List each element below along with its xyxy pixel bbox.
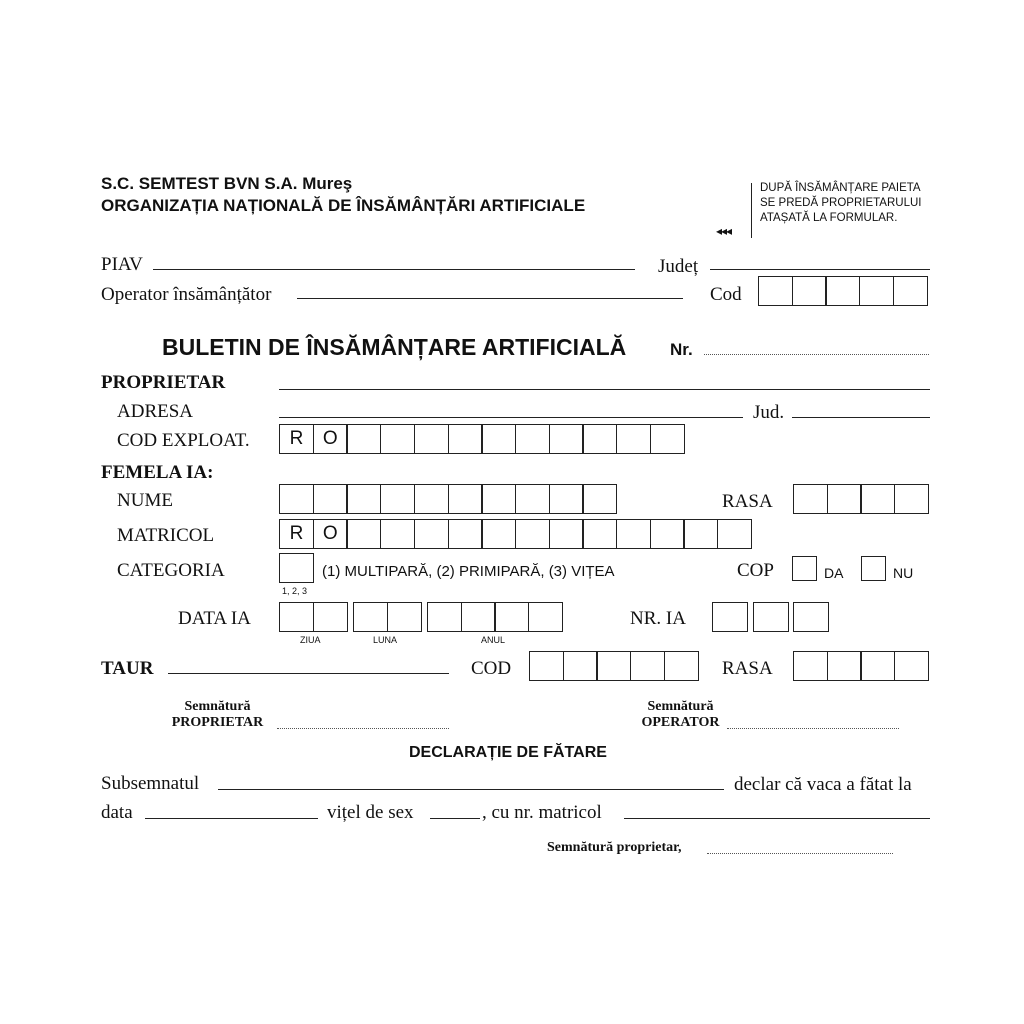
matricol-box[interactable] bbox=[481, 519, 516, 549]
owner-section-label: PROPRIETAR bbox=[101, 372, 226, 393]
code-box[interactable] bbox=[414, 424, 449, 454]
bull-rasa-label: RASA bbox=[722, 658, 773, 679]
nr-ia-box[interactable] bbox=[793, 602, 829, 632]
code-box[interactable] bbox=[859, 276, 894, 306]
rasa-box[interactable] bbox=[793, 651, 828, 681]
categoria-box[interactable] bbox=[279, 553, 314, 583]
code-box[interactable] bbox=[664, 651, 699, 681]
matricol-box[interactable] bbox=[414, 519, 449, 549]
luna-label: LUNA bbox=[373, 635, 398, 645]
rasa-box[interactable] bbox=[827, 651, 862, 681]
name-box[interactable] bbox=[380, 484, 415, 514]
matricol-box[interactable] bbox=[717, 519, 752, 549]
judet-field[interactable] bbox=[710, 269, 930, 270]
jud-label: Jud. bbox=[753, 402, 785, 423]
form-number-label: Nr. bbox=[670, 340, 693, 359]
rasa-box[interactable] bbox=[827, 484, 862, 514]
organization-name: ORGANIZAȚIA NAȚIONALĂ DE ÎNSĂMÂNȚĂRI ARTIFICIALE bbox=[101, 196, 586, 215]
name-box[interactable] bbox=[313, 484, 348, 514]
categoria-hint: 1, 2, 3 bbox=[282, 586, 308, 596]
matricol-box[interactable]: R bbox=[279, 519, 314, 549]
owner-signature-line2: PROPRIETAR bbox=[171, 715, 264, 730]
note-line-1: DUPĂ ÎNSĂMÂNȚARE PAIETA bbox=[760, 182, 921, 194]
categoria-box-row[interactable] bbox=[279, 553, 314, 583]
date-box[interactable] bbox=[279, 602, 314, 632]
bull-cod-boxes[interactable] bbox=[529, 651, 699, 681]
operator-signature-field[interactable] bbox=[727, 728, 899, 729]
operator-label: Operator însămânțător bbox=[101, 284, 272, 305]
operator-signature-line1: Semnătură bbox=[647, 699, 714, 714]
calving-date-field[interactable] bbox=[145, 818, 318, 819]
jud-field[interactable] bbox=[792, 417, 930, 418]
matricol-boxes[interactable] bbox=[279, 519, 752, 549]
nume-label: NUME bbox=[117, 490, 173, 511]
code-box[interactable]: R bbox=[279, 424, 314, 454]
matricol-box[interactable] bbox=[582, 519, 617, 549]
owner-signature-label bbox=[160, 699, 275, 731]
matricol-box[interactable] bbox=[683, 519, 718, 549]
female-section-label: FEMELA IA: bbox=[101, 462, 214, 483]
name-box[interactable] bbox=[346, 484, 381, 514]
nume-boxes[interactable] bbox=[279, 484, 617, 514]
owner-final-signature-field[interactable] bbox=[707, 853, 893, 854]
matricol-box[interactable] bbox=[549, 519, 584, 549]
name-box[interactable] bbox=[515, 484, 550, 514]
cop-nu-label: NU bbox=[893, 565, 914, 581]
categoria-options: (1) MULTIPARĂ, (2) PRIMIPARĂ, (3) VIȚEA bbox=[322, 563, 615, 580]
code-box[interactable] bbox=[596, 651, 631, 681]
date-box[interactable] bbox=[313, 602, 348, 632]
code-box[interactable] bbox=[549, 424, 584, 454]
nr-ia-box[interactable] bbox=[753, 602, 789, 632]
code-box[interactable] bbox=[792, 276, 827, 306]
form-number-field[interactable] bbox=[704, 354, 929, 355]
cop-da-label: DA bbox=[824, 565, 844, 581]
calving-data-label: data bbox=[101, 802, 133, 823]
operator-cod-boxes[interactable] bbox=[758, 276, 928, 306]
code-box[interactable] bbox=[650, 424, 685, 454]
data-ia-label: DATA IA bbox=[178, 608, 251, 629]
matricol-box[interactable] bbox=[380, 519, 415, 549]
operator-field[interactable] bbox=[297, 298, 683, 299]
code-box[interactable] bbox=[630, 651, 665, 681]
rasa-box[interactable] bbox=[894, 484, 929, 514]
date-box[interactable] bbox=[528, 602, 563, 632]
code-box[interactable] bbox=[758, 276, 793, 306]
female-rasa-label: RASA bbox=[722, 491, 773, 512]
rasa-box[interactable] bbox=[860, 651, 895, 681]
code-box[interactable] bbox=[825, 276, 860, 306]
vitel-sex-field[interactable] bbox=[430, 818, 480, 819]
company-name: S.C. SEMTEST BVN S.A. Mureş bbox=[101, 174, 353, 193]
cod-exploat-label: COD EXPLOAT. bbox=[117, 430, 250, 451]
name-box[interactable] bbox=[481, 484, 516, 514]
ziua-label: ZIUA bbox=[300, 635, 321, 645]
female-rasa-boxes[interactable] bbox=[793, 484, 929, 514]
matricol-box[interactable] bbox=[346, 519, 381, 549]
judet-label: Județ bbox=[658, 256, 699, 277]
categoria-label: CATEGORIA bbox=[117, 560, 225, 581]
matricol-box[interactable] bbox=[448, 519, 483, 549]
nr-ia-box[interactable] bbox=[712, 602, 748, 632]
name-box[interactable] bbox=[549, 484, 584, 514]
matricol-box[interactable] bbox=[616, 519, 651, 549]
checkbox-box[interactable] bbox=[861, 556, 886, 581]
cop-da-checkbox[interactable] bbox=[792, 556, 817, 581]
rasa-box[interactable] bbox=[793, 484, 828, 514]
date-box[interactable] bbox=[461, 602, 496, 632]
operator-signature-label bbox=[623, 699, 738, 731]
code-box[interactable] bbox=[380, 424, 415, 454]
vitel-label: vițel de sex bbox=[327, 802, 414, 823]
calving-matricol-field[interactable] bbox=[624, 818, 930, 819]
form-title: BULETIN DE ÎNSĂMÂNȚARE ARTIFICIALĂ bbox=[162, 334, 627, 360]
owner-name-field[interactable] bbox=[279, 389, 930, 390]
name-box[interactable] bbox=[414, 484, 449, 514]
owner-final-signature-label: Semnătură proprietar, bbox=[547, 840, 682, 855]
code-box[interactable] bbox=[346, 424, 381, 454]
piav-field[interactable] bbox=[153, 269, 635, 270]
code-box[interactable] bbox=[563, 651, 598, 681]
code-box[interactable] bbox=[481, 424, 516, 454]
nr-ia-label: NR. IA bbox=[630, 608, 686, 629]
taur-field[interactable] bbox=[168, 673, 449, 674]
bull-cod-label: COD bbox=[471, 658, 512, 679]
operator-cod-label: Cod bbox=[710, 284, 742, 305]
nr-ia-boxes[interactable] bbox=[712, 602, 829, 632]
date-box[interactable] bbox=[387, 602, 422, 632]
calving-title: DECLARAȚIE DE FĂTARE bbox=[409, 744, 607, 761]
matricol-box[interactable] bbox=[650, 519, 685, 549]
date-box[interactable] bbox=[427, 602, 462, 632]
luna-boxes[interactable] bbox=[353, 602, 422, 632]
piav-label: PIAV bbox=[101, 254, 143, 275]
owner-signature-line1: Semnătură bbox=[184, 699, 251, 714]
address-field[interactable] bbox=[279, 417, 743, 418]
note-line-2: SE PREDĂ PROPRIETARULUI bbox=[760, 197, 922, 209]
calving-matricol-label: , cu nr. matricol bbox=[482, 802, 602, 823]
rasa-box[interactable] bbox=[860, 484, 895, 514]
cod-exploat-boxes[interactable] bbox=[279, 424, 685, 454]
matricol-box[interactable] bbox=[515, 519, 550, 549]
cop-nu-checkbox[interactable] bbox=[861, 556, 886, 581]
matricol-label: MATRICOL bbox=[117, 525, 215, 546]
taur-label: TAUR bbox=[101, 658, 154, 679]
declar-text: declar că vaca a fătat la bbox=[734, 774, 912, 795]
code-box[interactable] bbox=[616, 424, 651, 454]
code-box[interactable] bbox=[448, 424, 483, 454]
name-box[interactable] bbox=[448, 484, 483, 514]
address-label: ADRESA bbox=[117, 401, 194, 422]
name-box[interactable] bbox=[279, 484, 314, 514]
code-box[interactable] bbox=[515, 424, 550, 454]
subsemnatul-label: Subsemnatul bbox=[101, 773, 200, 794]
checkbox-box[interactable] bbox=[792, 556, 817, 581]
matricol-box[interactable]: O bbox=[313, 519, 348, 549]
code-box[interactable]: O bbox=[313, 424, 348, 454]
anul-label: ANUL bbox=[481, 635, 506, 645]
date-box[interactable] bbox=[494, 602, 529, 632]
operator-signature-line2: OPERATOR bbox=[641, 715, 720, 730]
note-line-3: ATAȘATĂ LA FORMULAR. bbox=[760, 212, 898, 224]
code-box[interactable] bbox=[582, 424, 617, 454]
name-box[interactable] bbox=[582, 484, 617, 514]
arrow-left-icon: ◂◂◂ bbox=[716, 224, 732, 238]
cop-label: COP bbox=[737, 560, 774, 581]
subsemnatul-field[interactable] bbox=[218, 789, 724, 790]
code-box[interactable] bbox=[893, 276, 928, 306]
code-box[interactable] bbox=[529, 651, 564, 681]
rasa-box[interactable] bbox=[894, 651, 929, 681]
anul-boxes[interactable] bbox=[427, 602, 563, 632]
date-box[interactable] bbox=[353, 602, 388, 632]
ziua-boxes[interactable] bbox=[279, 602, 348, 632]
bull-rasa-boxes[interactable] bbox=[793, 651, 929, 681]
owner-signature-field[interactable] bbox=[277, 728, 449, 729]
note-divider bbox=[751, 183, 752, 238]
